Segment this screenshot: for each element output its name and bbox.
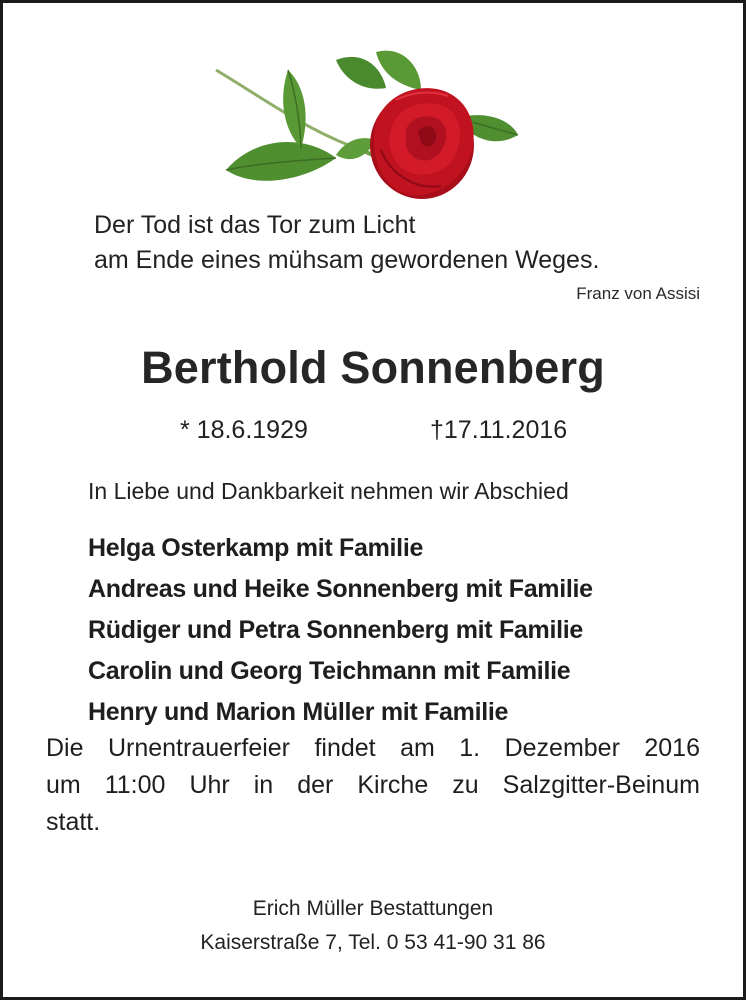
- family-member: Rüdiger und Petra Sonnenberg mit Familie: [88, 616, 584, 644]
- undertaker-name: Erich Müller Bestattungen: [252, 897, 494, 920]
- family-member: Henry und Marion Müller mit Familie: [88, 698, 509, 726]
- service-word: der: [297, 771, 334, 799]
- service-line-1: [46, 730, 700, 767]
- undertaker-address: Kaiserstraße 7, Tel. 0 53 41-90 31 86: [200, 931, 546, 954]
- service-word: Kirche: [357, 771, 429, 799]
- service-word: 1.: [459, 734, 481, 762]
- service-word: Uhr: [189, 771, 230, 799]
- family-member: Carolin und Georg Teichmann mit Familie: [88, 657, 571, 685]
- birth-date: * 18.6.1929: [180, 416, 308, 444]
- service-word: 11:00: [104, 771, 166, 799]
- service-word: in: [253, 771, 274, 799]
- service-line-2: [46, 767, 700, 804]
- service-info: [46, 730, 700, 841]
- service-word: Die: [46, 734, 84, 762]
- service-word: Salzgitter-Beinum: [502, 771, 700, 799]
- service-word: 2016: [644, 734, 700, 762]
- death-date: †17.11.2016: [430, 416, 568, 444]
- quote-line: Der Tod ist das Tor zum Licht: [94, 211, 416, 239]
- service-word: zu: [452, 771, 479, 799]
- deceased-name: Berthold Sonnenberg: [141, 342, 605, 393]
- service-word: am: [400, 734, 435, 762]
- family-list: [88, 528, 728, 733]
- family-member: Andreas und Heike Sonnenberg mit Familie: [88, 575, 593, 603]
- service-word: Urnentrauerfeier: [107, 734, 290, 762]
- service-word: um: [46, 771, 81, 799]
- undertaker: [0, 892, 746, 960]
- rose-icon: [196, 40, 526, 210]
- quote: [94, 208, 704, 278]
- service-word: findet: [314, 734, 376, 762]
- service-word: Dezember: [504, 734, 620, 762]
- farewell-text: In Liebe und Dankbarkeit nehmen wir Abschied: [88, 478, 569, 504]
- service-line-3: statt.: [46, 808, 101, 836]
- family-member: Helga Osterkamp mit Familie: [88, 534, 424, 562]
- quote-author: Franz von Assisi: [576, 284, 700, 303]
- quote-line: am Ende eines mühsam gewordenen Weges.: [94, 246, 600, 274]
